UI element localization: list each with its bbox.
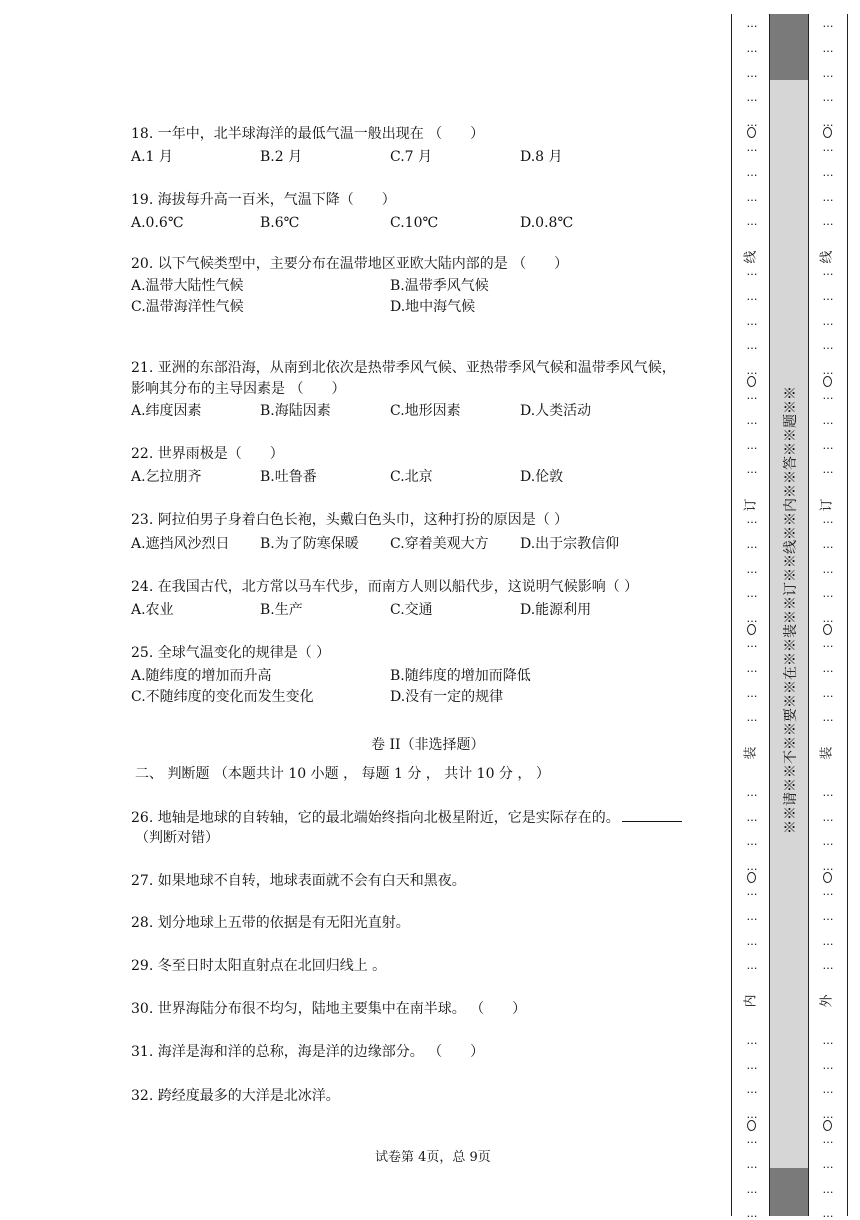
outer-circle-mark: [823, 127, 832, 138]
inner-dot: …: [746, 364, 758, 378]
outer-dot: …: [822, 314, 834, 328]
question-21-stem: 21. 亚洲的东部沿海，从南到北依次是热带季风气候、亚热带季风气候和温带季风气候，: [131, 360, 676, 376]
question-27-stem: 27. 如果地球不自转，地球表面就不会有白天和黑夜。: [131, 873, 466, 889]
inner-dot: …: [746, 860, 758, 874]
inner-dot: …: [746, 215, 758, 229]
question-24-stem: 24. 在我国古代，北方常以马车代步，而南方人则以船代步，这说明气候影响（ ）: [131, 579, 639, 595]
inner-dot: …: [746, 116, 758, 130]
inner-dot: …: [746, 41, 758, 55]
outer-dot: …: [822, 165, 834, 179]
question-18-stem: 18. 一年中，北半球海洋的最低气温一般出现在 （ ）: [131, 126, 485, 142]
outer-dot: …: [822, 612, 834, 626]
q23-option-b: B.为了防寒保暖: [260, 536, 359, 552]
inner-dot: …: [746, 959, 758, 973]
inner-dot: …: [746, 1157, 758, 1171]
q19-option-b: B.6℃: [260, 215, 300, 231]
outer-dot: …: [822, 41, 834, 55]
inner-dot: …: [746, 637, 758, 650]
q23-option-a: A.遮挡风沙烈日: [131, 536, 230, 552]
outer-dot: …: [822, 1083, 834, 1097]
outer-dot: …: [822, 190, 834, 204]
inner-dotted-column: [735, 14, 769, 1220]
question-29-stem: 29. 冬至日时太阳直射点在北回归线上 。: [131, 958, 387, 974]
outer-dot: …: [822, 860, 834, 874]
inner-dot: …: [746, 190, 758, 204]
question-23-stem: 23. 阿拉伯男子身着白色长袍，头戴白色头巾，这种打扮的原因是（ ）: [131, 512, 569, 528]
outer-dot: …: [822, 537, 834, 551]
outer-word: 线: [819, 250, 835, 264]
q20-option-d: D.地中海气候: [390, 299, 476, 315]
outer-dot: …: [822, 711, 834, 725]
inner-dot: …: [746, 314, 758, 328]
outer-dot: …: [822, 686, 834, 700]
inner-dot: …: [746, 17, 758, 30]
outer-dot: …: [822, 909, 834, 923]
question-25-stem: 25. 全球气温变化的规律是（ ）: [131, 645, 331, 661]
outer-dot: …: [822, 1033, 834, 1047]
outer-dot: …: [822, 265, 834, 278]
inner-dot: …: [746, 885, 758, 898]
inner-dot: …: [746, 413, 758, 427]
outer-dot: …: [822, 215, 834, 229]
binding-strip: [731, 14, 849, 1220]
outer-dot: …: [822, 959, 834, 973]
q25-option-c: C.不随纬度的变化而发生变化: [131, 689, 314, 705]
inner-dot: …: [746, 91, 758, 105]
outer-dot: …: [822, 587, 834, 601]
inner-dot: …: [746, 1058, 758, 1072]
outer-dot: …: [822, 810, 834, 824]
outer-dot: …: [822, 413, 834, 427]
q20-option-b: B.温带季风气候: [390, 278, 489, 294]
outer-dot: …: [822, 66, 834, 80]
outer-circle-mark: [823, 872, 832, 883]
band-top-block: [770, 14, 808, 80]
inner-dot: …: [746, 513, 758, 526]
q20-option-a: A.温带大陆性气候: [131, 278, 244, 294]
inner-dot: …: [746, 537, 758, 551]
outer-dot: …: [822, 1157, 834, 1171]
outer-word: 订: [819, 498, 835, 512]
outer-circle-mark: [823, 376, 832, 387]
q22-option-a: A.乞拉朋齐: [131, 469, 202, 485]
inner-dot: …: [746, 438, 758, 452]
inner-dot: …: [746, 562, 758, 576]
inner-word: 线: [743, 250, 759, 264]
outer-dot: …: [822, 116, 834, 130]
outer-dot: …: [822, 835, 834, 849]
q23-option-c: C.穿着美观大方: [390, 536, 489, 552]
inner-dot: …: [746, 463, 758, 477]
inner-dot: …: [746, 1108, 758, 1122]
inner-word: 内: [743, 994, 759, 1008]
inner-dot: …: [746, 141, 758, 154]
question-28-stem: 28. 划分地球上五带的依据是有无阳光直射。: [131, 915, 410, 931]
outer-dot: …: [822, 1133, 834, 1146]
inner-circle-mark: [747, 872, 756, 883]
inner-dot: …: [746, 339, 758, 353]
outer-dot: …: [822, 339, 834, 353]
outer-dot: …: [822, 1182, 834, 1196]
outer-dot: …: [822, 661, 834, 675]
outer-dot: …: [822, 463, 834, 477]
outer-dot: …: [822, 885, 834, 898]
question-19-stem: 19. 海拔每升高一百米，气温下降（ ）: [131, 192, 396, 208]
inner-dot: …: [746, 165, 758, 179]
inner-dot: …: [746, 810, 758, 824]
inner-circle-mark: [747, 376, 756, 387]
question-21-stem-line2: 影响其分布的主导因素是 （ ）: [131, 381, 346, 397]
inner-dot: …: [746, 711, 758, 725]
q21-option-d: D.人类活动: [520, 403, 592, 419]
outer-word: 装: [819, 746, 835, 760]
outer-dot: …: [822, 785, 834, 799]
inner-dot: …: [746, 389, 758, 402]
q18-option-a: A.1 月: [131, 149, 173, 165]
outer-dot: …: [822, 1058, 834, 1072]
outer-dot: …: [822, 289, 834, 303]
inner-circle-mark: [747, 127, 756, 138]
inner-word: 装: [743, 746, 759, 760]
q25-option-a: A.随纬度的增加而升高: [131, 668, 272, 684]
section-header: 二、 判断题 （本题共计 10 小题 ， 每题 1 分 ， 共计 10 分 ， ）: [135, 766, 550, 782]
outer-circle-mark: [823, 1120, 832, 1131]
inner-dot: …: [746, 265, 758, 278]
q18-option-d: D.8 月: [520, 149, 563, 165]
outer-dot: …: [822, 562, 834, 576]
q25-option-d: D.没有一定的规律: [390, 689, 504, 705]
outer-dot: …: [822, 438, 834, 452]
inner-dot: …: [746, 909, 758, 923]
q23-option-d: D.出于宗教信仰: [520, 536, 620, 552]
inner-dot: …: [746, 785, 758, 799]
inner-dot: …: [746, 66, 758, 80]
outer-circle-mark: [823, 624, 832, 635]
answer-blank[interactable]: [622, 807, 682, 822]
inner-dot: …: [746, 686, 758, 700]
inner-dot: …: [746, 835, 758, 849]
inner-dot: …: [746, 1033, 758, 1047]
warning-text: ※※请※※不※※要※※在※※装※※订※※线※※内※※答※※题※※: [783, 386, 799, 834]
question-20-stem: 20. 以下气候类型中，主要分布在温带地区亚欧大陆内部的是 （ ）: [131, 256, 569, 272]
outer-word: 外: [819, 994, 835, 1008]
q24-option-d: D.能源利用: [520, 602, 592, 618]
question-32-stem: 32. 跨经度最多的大洋是北冰洋。: [131, 1088, 340, 1104]
q19-option-d: D.0.8℃: [520, 215, 574, 231]
inner-dot: …: [746, 934, 758, 948]
question-22-stem: 22. 世界雨极是（ ）: [131, 446, 284, 462]
q22-option-d: D.伦敦: [520, 469, 564, 485]
q21-option-a: A.纬度因素: [131, 403, 202, 419]
q24-option-a: A.农业: [131, 602, 174, 618]
inner-dot: …: [746, 289, 758, 303]
outer-dot: …: [822, 637, 834, 650]
question-26-line2: （判断对错）: [135, 830, 219, 846]
outer-dot: …: [822, 934, 834, 948]
question-26-stem: 26. 地轴是地球的自转轴，它的最北端始终指向北极星附近，它是实际存在的。: [131, 807, 682, 828]
outer-dot: …: [822, 17, 834, 30]
q25-option-b: B.随纬度的增加而降低: [390, 668, 531, 684]
warning-band: [769, 14, 809, 1216]
q18-option-c: C.7 月: [390, 149, 433, 165]
inner-dot: …: [746, 1083, 758, 1097]
question-30-stem: 30. 世界海陆分布很不均匀，陆地主要集中在南半球。 （ ）: [131, 1001, 527, 1017]
outer-dot: …: [822, 1108, 834, 1122]
q24-option-b: B.生产: [260, 602, 303, 618]
outer-dotted-column: [811, 14, 845, 1220]
inner-dot: …: [746, 661, 758, 675]
q22-option-b: B.吐鲁番: [260, 469, 317, 485]
inner-dot: …: [746, 612, 758, 626]
outer-dot: …: [822, 141, 834, 154]
outer-dot: …: [822, 91, 834, 105]
q22-option-c: C.北京: [390, 469, 433, 485]
inner-dot: …: [746, 1133, 758, 1146]
band-bottom-block: [770, 1168, 808, 1216]
page-footer: 试卷第 4页，总 9页: [375, 1150, 491, 1165]
inner-dot: …: [746, 1182, 758, 1196]
inner-dot: …: [746, 587, 758, 601]
inner-circle-mark: [747, 1120, 756, 1131]
q21-option-c: C.地形因素: [390, 403, 461, 419]
outer-dot: …: [822, 1207, 834, 1220]
inner-circle-mark: [747, 624, 756, 635]
strip-border-left: [731, 14, 732, 1216]
outer-dot: …: [822, 389, 834, 402]
q18-option-b: B.2 月: [260, 149, 303, 165]
q19-option-c: C.10℃: [390, 215, 439, 231]
inner-word: 订: [743, 498, 759, 512]
q19-option-a: A.0.6℃: [131, 215, 184, 231]
q21-option-b: B.海陆因素: [260, 403, 331, 419]
section-title: 卷 II（非选择题）: [371, 737, 485, 753]
strip-border-right: [847, 14, 848, 1216]
inner-dot: …: [746, 1207, 758, 1220]
outer-dot: …: [822, 364, 834, 378]
q20-option-c: C.温带海洋性气候: [131, 299, 244, 315]
outer-dot: …: [822, 513, 834, 526]
question-31-stem: 31. 海洋是海和洋的总称，海是洋的边缘部分。 （ ）: [131, 1044, 485, 1060]
q24-option-c: C.交通: [390, 602, 433, 618]
